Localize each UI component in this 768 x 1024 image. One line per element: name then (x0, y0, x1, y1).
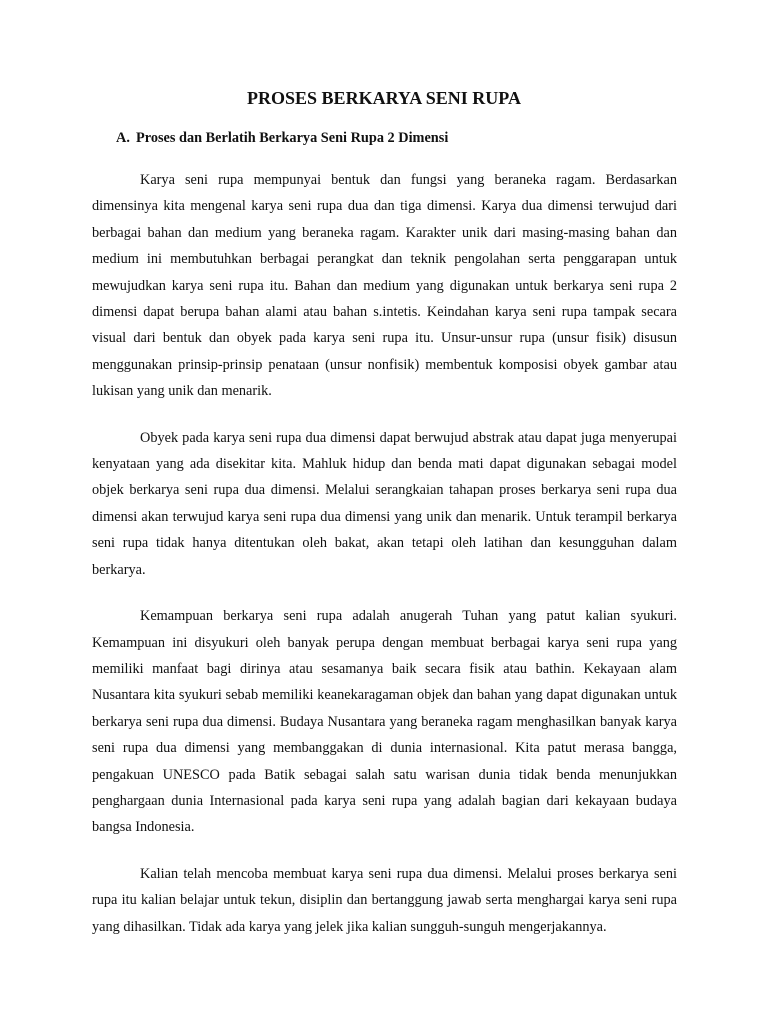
paragraph-1: Karya seni rupa mempunyai bentuk dan fungsi yang beraneka ragam. Berdasarkan dimensinya kita mengenal karya seni rupa dua dan tiga dimensi. Karya dua dimensi terwujud dari berbagai bahan dan medium yang beraneka ragam. Karakter unik dari masing-masing bahan dan medium ini membutuhkan berbagai perangkat dan teknik pengolahan serta penggarapan untuk mewujudkan karya seni rupa itu. Bahan dan medium yang digunakan untuk berkarya seni rupa 2 dimensi dapat berupa bahan alami atau bahan s.intetis. Keindahan karya seni rupa tampak secara visual dari bentuk dan obyek pada karya seni rupa itu. Unsur-unsur rupa (unsur fisik) disusun menggunakan prinsip-prinsip penataan (unsur nonfisik) membentuk komposisi obyek gambar atau lukisan yang unik dan menarik. (92, 172, 677, 400)
section-heading (116, 130, 448, 147)
page-title: PROSES BERKARYA SENI RUPA (247, 88, 521, 108)
paragraph-4: Kalian telah mencoba membuat karya seni rupa dua dimensi. Melalui proses berkarya seni rupa itu kalian belajar untuk tekun, disiplin dan bertanggung jawab serta menghargai karya seni rupa yang dihasilkan. Tidak ada karya yang jelek jika kalian sungguh-sunguh mengerjakannya. (92, 865, 677, 935)
paragraph-3: Kemampuan berkarya seni rupa adalah anugerah Tuhan yang patut kalian syukuri. Kemampuan ini disyukuri oleh banyak perupa dengan membuat berbagai karya seni rupa yang memiliki manfaat bagi dirinya atau sesamanya baik secara fisik atau bathin. Kekayaan alam Nusantara kita syukuri sebab memiliki keanekaragaman objek dan bahan yang dapat digunakan untuk berkarya seni rupa dua dimensi. Budaya Nusantara yang beraneka ragam menghasilkan banyak karya seni rupa dua dimensi yang membanggakan di dunia internasional. Kita patut merasa bangga, pengakuan UNESCO pada Batik sebagai salah satu warisan dunia tidak benda menunjukkan penghargaan dunia Internasional pada karya seni rupa yang adalah bagian dari kekayaan budaya bangsa Indonesia. (92, 608, 677, 836)
document-body (92, 167, 677, 960)
paragraph-2: Obyek pada karya seni rupa dua dimensi dapat berwujud abstrak atau dapat juga menyerupai kenyataan yang ada disekitar kita. Mahluk hidup dan benda mati dapat digunakan sebagai model objek berkarya seni rupa dua dimensi. Melalui serangkaian tahapan proses berkarya seni rupa dua dimensi akan terwujud karya seni rupa dua dimensi yang unik dan menarik. Untuk terampil berkarya seni rupa tidak hanya ditentukan oleh bakat, akan tetapi oleh latihan dan kesungguhan dalam berkarya. (92, 429, 677, 578)
section-marker: A. (116, 130, 130, 146)
section-heading-text: Proses dan Berlatih Berkarya Seni Rupa 2 Dimensi (136, 130, 449, 146)
